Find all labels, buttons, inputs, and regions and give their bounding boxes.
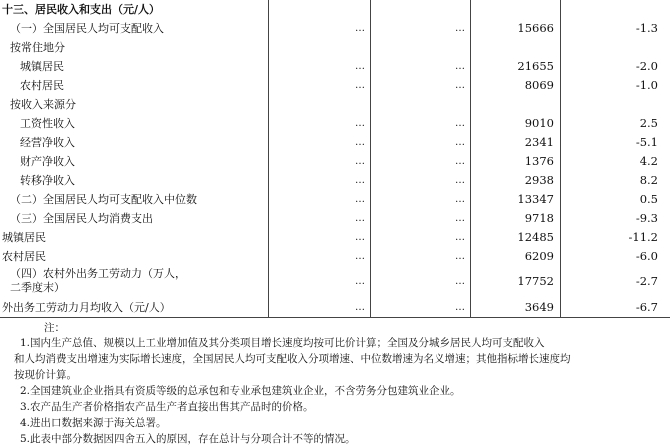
row-label: 城镇居民 (20, 60, 64, 73)
cell-not-available: … (455, 80, 466, 91)
table-row (0, 209, 670, 228)
cell-growth-rate: -6.0 (635, 249, 658, 263)
section-title: 十三、居民收入和支出（元/人） (2, 3, 161, 16)
cell-value: 12485 (517, 230, 554, 244)
cell-value: 15666 (517, 21, 554, 35)
cell-not-available: … (455, 118, 466, 129)
cell-growth-rate: 4.2 (639, 154, 658, 168)
footnote-2: 2.全国建筑业企业指具有资质等级的总承包和专业承包建筑业企业，不含劳务分包建筑业企业。 (20, 385, 461, 397)
table-row (0, 19, 670, 38)
cell-value: 9010 (524, 116, 554, 130)
table-row (0, 57, 670, 76)
table-row (0, 152, 670, 171)
cell-not-available: … (455, 61, 466, 72)
cell-not-available: … (455, 251, 466, 262)
cell-not-available: … (355, 213, 366, 224)
row-label: 按收入来源分 (10, 98, 76, 111)
cell-value: 6209 (524, 249, 554, 263)
table-row (0, 114, 670, 133)
cell-growth-rate: -1.0 (635, 78, 658, 92)
cell-not-available: … (355, 23, 366, 34)
table-row (0, 171, 670, 190)
cell-not-available: … (355, 137, 366, 148)
cell-growth-rate: -1.3 (635, 21, 658, 35)
table-row (0, 228, 670, 247)
cell-not-available: … (455, 213, 466, 224)
table-row-group (0, 38, 670, 57)
cell-growth-rate: -11.2 (628, 230, 658, 244)
row-label: （一）全国居民人均可支配收入 (10, 22, 164, 35)
cell-growth-rate: 8.2 (639, 173, 658, 187)
cell-value: 17752 (517, 274, 554, 288)
cell-not-available: … (355, 156, 366, 167)
footnotes (0, 318, 670, 448)
row-label: 转移净收入 (20, 174, 75, 187)
table-row (0, 190, 670, 209)
table-row (0, 247, 670, 266)
cell-not-available: … (455, 232, 466, 243)
cell-growth-rate: -2.0 (635, 59, 658, 73)
footnotes-title: 注： (44, 322, 65, 334)
table-row (0, 298, 670, 317)
cell-growth-rate: 0.5 (639, 192, 658, 206)
cell-growth-rate: -6.7 (635, 300, 658, 314)
row-label: （四）农村外出务工劳动力（万人，二季度末） (10, 267, 186, 294)
cell-not-available: … (355, 61, 366, 72)
cell-not-available: … (355, 80, 366, 91)
cell-growth-rate: -5.1 (635, 135, 658, 149)
cell-not-available: … (455, 156, 466, 167)
cell-not-available: … (355, 194, 366, 205)
cell-value: 13347 (517, 192, 554, 206)
cell-not-available: … (355, 251, 366, 262)
cell-growth-rate: -2.7 (635, 274, 658, 288)
cell-not-available: … (455, 23, 466, 34)
footnote-1-line-3: 按现价计算。 (14, 369, 77, 381)
footnote-1-line-1: 1.国内生产总值、规模以上工业增加值及其分类项目增长速度均按可比价计算；全国及分城乡居民人均可支配收入 (20, 337, 545, 349)
cell-value: 2938 (524, 173, 554, 187)
row-label: 农村居民 (2, 250, 46, 263)
footnote-5: 5.此表中部分数据因四舍五入的原因，存在总计与分项合计不等的情况。 (20, 433, 356, 445)
cell-value: 1376 (524, 154, 554, 168)
table-row-section-header (0, 0, 670, 19)
cell-growth-rate: -9.3 (635, 211, 658, 225)
footnote-3: 3.农产品生产者价格指农产品生产者直接出售其产品时的价格。 (20, 401, 314, 413)
cell-not-available: … (455, 194, 466, 205)
table-row-group (0, 95, 670, 114)
cell-not-available: … (455, 137, 466, 148)
row-label: 外出务工劳动力月均收入（元/人） (2, 301, 171, 314)
footnote-4: 4.进出口数据来源于海关总署。 (20, 417, 167, 429)
table-row (0, 266, 670, 298)
cell-growth-rate: 2.5 (639, 116, 658, 130)
cell-not-available: … (455, 302, 466, 313)
row-label: 财产净收入 (20, 155, 75, 168)
row-label: （二）全国居民人均可支配收入中位数 (10, 193, 197, 206)
cell-not-available: … (355, 276, 366, 287)
row-label: 按常住地分 (10, 41, 65, 54)
cell-not-available: … (455, 276, 466, 287)
cell-value: 21655 (517, 59, 554, 73)
cell-not-available: … (355, 232, 366, 243)
table-row (0, 76, 670, 95)
row-label: （三）全国居民人均消费支出 (10, 212, 153, 225)
cell-value: 3649 (524, 300, 554, 314)
row-label: 经营净收入 (20, 136, 75, 149)
cell-not-available: … (455, 175, 466, 186)
cell-not-available: … (355, 118, 366, 129)
row-label: 农村居民 (20, 79, 64, 92)
footnote-1-line-2: 和人均消费支出增速为实际增长速度，全国居民人均可支配收入分项增速、中位数增速为名义增速；其他指标增长速度均 (14, 353, 571, 365)
table-row (0, 133, 670, 152)
cell-not-available: … (355, 302, 366, 313)
cell-value: 9718 (524, 211, 554, 225)
row-label: 城镇居民 (2, 231, 46, 244)
cell-value: 8069 (524, 78, 554, 92)
cell-not-available: … (355, 175, 366, 186)
cell-value: 2341 (524, 135, 554, 149)
row-label: 工资性收入 (20, 117, 75, 130)
